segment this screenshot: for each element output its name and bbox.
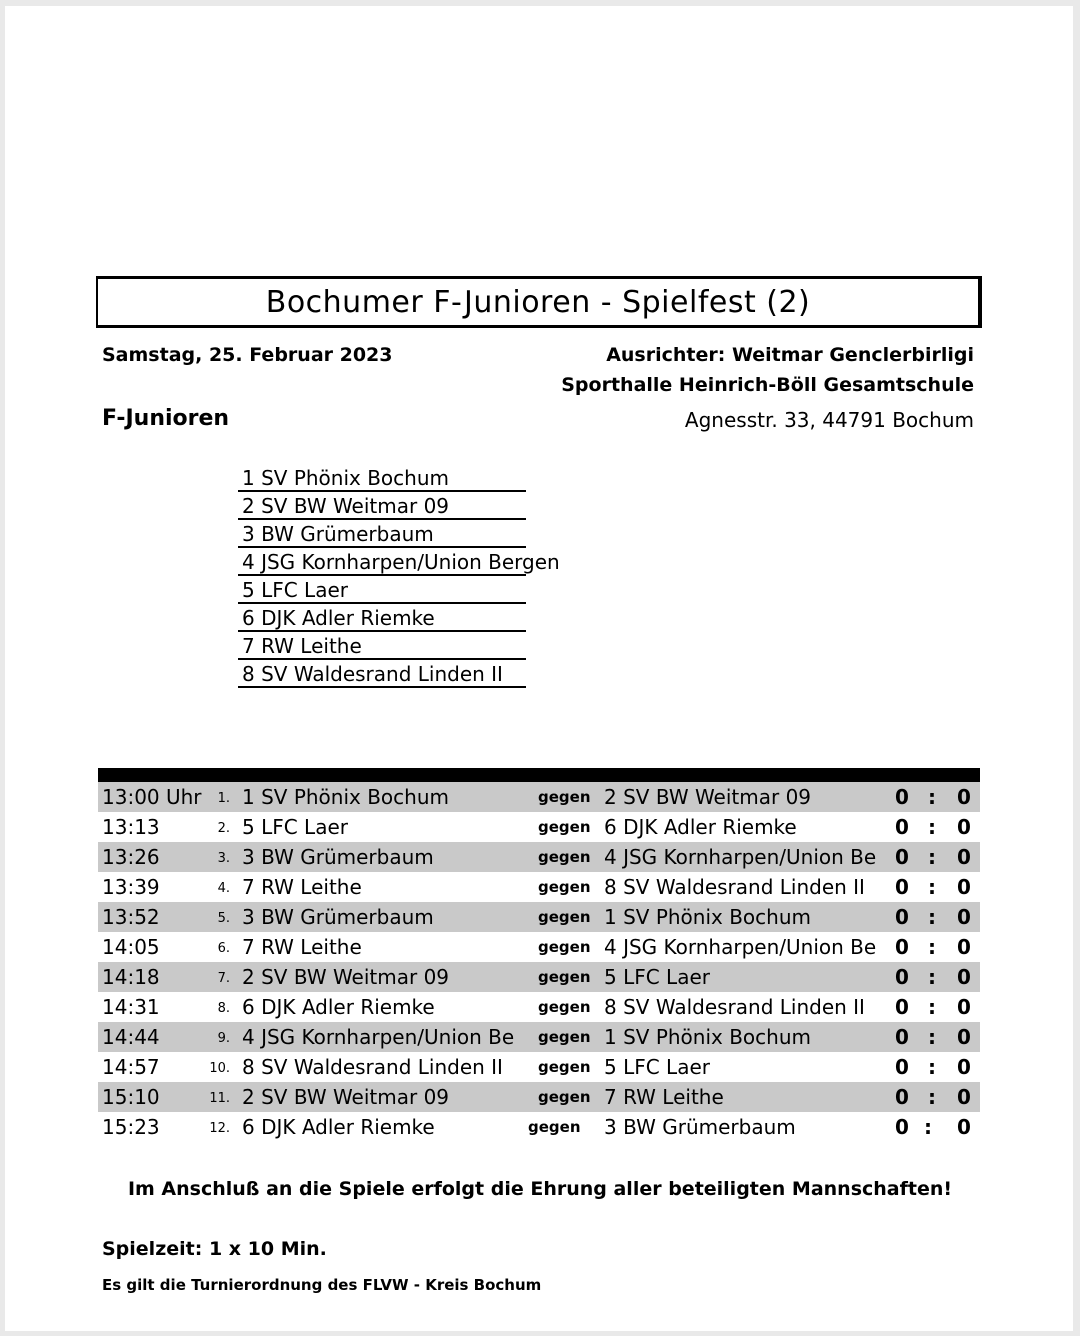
- away-team: 3 BW Grümerbaum: [604, 1115, 796, 1139]
- match-schedule: [98, 782, 980, 1142]
- match-number: 10.: [209, 1061, 230, 1076]
- match-time: 13:39: [102, 875, 160, 899]
- away-score: 0: [957, 1085, 971, 1109]
- match-number: 2.: [217, 821, 230, 836]
- closing-note: Im Anschluß an die Spiele erfolgt die Ehrung aller beteiligten Mannschaften!: [127, 1178, 953, 1200]
- team-list-item: 5 LFC Laer: [238, 576, 526, 604]
- team-list-item: 7 RW Leithe: [238, 632, 526, 660]
- venue-label: Sporthalle Heinrich-Böll Gesamtschule: [561, 374, 974, 396]
- match-number: 9.: [217, 1031, 230, 1046]
- home-team: 3 BW Grümerbaum: [242, 845, 434, 869]
- match-time: 13:26: [102, 845, 160, 869]
- home-team: 4 JSG Kornharpen/Union Be: [242, 1025, 515, 1049]
- home-score: 0: [895, 845, 909, 869]
- home-team: 3 BW Grümerbaum: [242, 905, 434, 929]
- home-team: 1 SV Phönix Bochum: [242, 785, 450, 809]
- home-team: 2 SV BW Weitmar 09: [242, 965, 450, 989]
- match-number: 12.: [209, 1121, 230, 1136]
- event-date: Samstag, 25. Februar 2023: [102, 344, 393, 366]
- home-score: 0: [895, 905, 909, 929]
- home-score: 0: [895, 1115, 909, 1139]
- away-score: 0: [957, 875, 971, 899]
- score-separator: :: [928, 785, 936, 809]
- vs-label: gegen: [538, 998, 591, 1016]
- away-team: 5 LFC Laer: [604, 965, 710, 989]
- score-separator: :: [928, 875, 936, 899]
- score-separator: :: [928, 815, 936, 839]
- playtime-label: Spielzeit: 1 x 10 Min.: [102, 1238, 327, 1260]
- match-time: 13:13: [102, 815, 160, 839]
- match-row: [98, 1112, 980, 1142]
- away-team: 1 SV Phönix Bochum: [604, 905, 812, 929]
- home-score: 0: [895, 995, 909, 1019]
- vs-label: gegen: [538, 1058, 591, 1076]
- vs-label: gegen: [538, 908, 591, 926]
- away-score: 0: [957, 905, 971, 929]
- match-row: [98, 1052, 980, 1082]
- vs-label: gegen: [538, 1028, 591, 1046]
- score-separator: :: [928, 935, 936, 959]
- away-team: 4 JSG Kornharpen/Union Be: [604, 935, 877, 959]
- away-team: 7 RW Leithe: [604, 1085, 724, 1109]
- vs-label: gegen: [538, 878, 591, 896]
- home-score: 0: [895, 935, 909, 959]
- home-score: 0: [895, 965, 909, 989]
- team-list-item: 8 SV Waldesrand Linden II: [238, 660, 526, 688]
- match-time: 15:10: [102, 1085, 160, 1109]
- match-number: 1.: [217, 791, 230, 806]
- home-team: 7 RW Leithe: [242, 875, 362, 899]
- rules-note: Es gilt die Turnierordnung des FLVW - Kreis Bochum: [102, 1276, 542, 1294]
- away-team: 5 LFC Laer: [604, 1055, 710, 1079]
- match-row: [98, 842, 980, 872]
- away-team: 1 SV Phönix Bochum: [604, 1025, 812, 1049]
- team-list-item: 6 DJK Adler Riemke: [238, 604, 526, 632]
- vs-label: gegen: [538, 938, 591, 956]
- home-team: 2 SV BW Weitmar 09: [242, 1085, 450, 1109]
- match-time: 14:05: [102, 935, 160, 959]
- match-row: [98, 812, 980, 842]
- match-row: [98, 962, 980, 992]
- match-time: 15:23: [102, 1115, 160, 1139]
- match-row: [98, 872, 980, 902]
- away-score: 0: [957, 1115, 971, 1139]
- score-separator: :: [928, 1025, 936, 1049]
- match-row: [98, 1082, 980, 1112]
- match-number: 7.: [217, 971, 230, 986]
- away-score: 0: [957, 965, 971, 989]
- home-team: 6 DJK Adler Riemke: [242, 995, 435, 1019]
- away-score: 0: [957, 935, 971, 959]
- vs-label: gegen: [538, 818, 591, 836]
- team-list-item: 3 BW Grümerbaum: [238, 520, 526, 548]
- vs-label: gegen: [538, 848, 591, 866]
- match-number: 6.: [217, 941, 230, 956]
- page-title: Bochumer F-Junioren - Spielfest (2): [96, 276, 982, 328]
- away-team: 6 DJK Adler Riemke: [604, 815, 797, 839]
- vs-label: gegen: [538, 1088, 591, 1106]
- match-time: 14:57: [102, 1055, 160, 1079]
- home-score: 0: [895, 875, 909, 899]
- match-row: [98, 902, 980, 932]
- score-separator: :: [928, 1085, 936, 1109]
- home-score: 0: [895, 785, 909, 809]
- match-time: 14:18: [102, 965, 160, 989]
- score-separator: :: [928, 965, 936, 989]
- vs-label: gegen: [538, 788, 591, 806]
- score-separator: :: [924, 1115, 932, 1139]
- vs-label: gegen: [528, 1118, 581, 1136]
- away-score: 0: [957, 815, 971, 839]
- team-list: [238, 464, 560, 688]
- match-row: [98, 932, 980, 962]
- score-separator: :: [928, 845, 936, 869]
- match-time: 14:44: [102, 1025, 160, 1049]
- schedule-header-bar: [98, 768, 980, 782]
- away-score: 0: [957, 1025, 971, 1049]
- match-number: 4.: [217, 881, 230, 896]
- home-score: 0: [895, 1025, 909, 1049]
- away-team: 2 SV BW Weitmar 09: [604, 785, 812, 809]
- home-team: 6 DJK Adler Riemke: [242, 1115, 435, 1139]
- match-number: 11.: [209, 1091, 230, 1106]
- away-score: 0: [957, 995, 971, 1019]
- home-score: 0: [895, 1085, 909, 1109]
- category-label: F-Junioren: [102, 406, 230, 431]
- home-score: 0: [895, 1055, 909, 1079]
- home-team: 5 LFC Laer: [242, 815, 348, 839]
- host-label: Ausrichter: Weitmar Genclerbirligi: [606, 344, 974, 366]
- match-row: [98, 782, 980, 812]
- away-score: 0: [957, 845, 971, 869]
- home-team: 8 SV Waldesrand Linden II: [242, 1055, 503, 1079]
- match-row: [98, 1022, 980, 1052]
- match-number: 8.: [217, 1001, 230, 1016]
- away-team: 4 JSG Kornharpen/Union Be: [604, 845, 877, 869]
- home-team: 7 RW Leithe: [242, 935, 362, 959]
- match-row: [98, 992, 980, 1022]
- team-list-item: 1 SV Phönix Bochum: [238, 464, 526, 492]
- home-score: 0: [895, 815, 909, 839]
- match-time: 13:52: [102, 905, 160, 929]
- match-time: 14:31: [102, 995, 160, 1019]
- match-time: 13:00 Uhr: [102, 785, 202, 809]
- away-score: 0: [957, 785, 971, 809]
- score-separator: :: [928, 995, 936, 1019]
- match-number: 3.: [217, 851, 230, 866]
- team-list-item: 4 JSG Kornharpen/Union Bergen: [238, 548, 526, 576]
- score-separator: :: [928, 905, 936, 929]
- vs-label: gegen: [538, 968, 591, 986]
- away-score: 0: [957, 1055, 971, 1079]
- away-team: 8 SV Waldesrand Linden II: [604, 875, 865, 899]
- team-list-item: 2 SV BW Weitmar 09: [238, 492, 526, 520]
- match-number: 5.: [217, 911, 230, 926]
- score-separator: :: [928, 1055, 936, 1079]
- address-label: Agnesstr. 33, 44791 Bochum: [684, 408, 974, 432]
- away-team: 8 SV Waldesrand Linden II: [604, 995, 865, 1019]
